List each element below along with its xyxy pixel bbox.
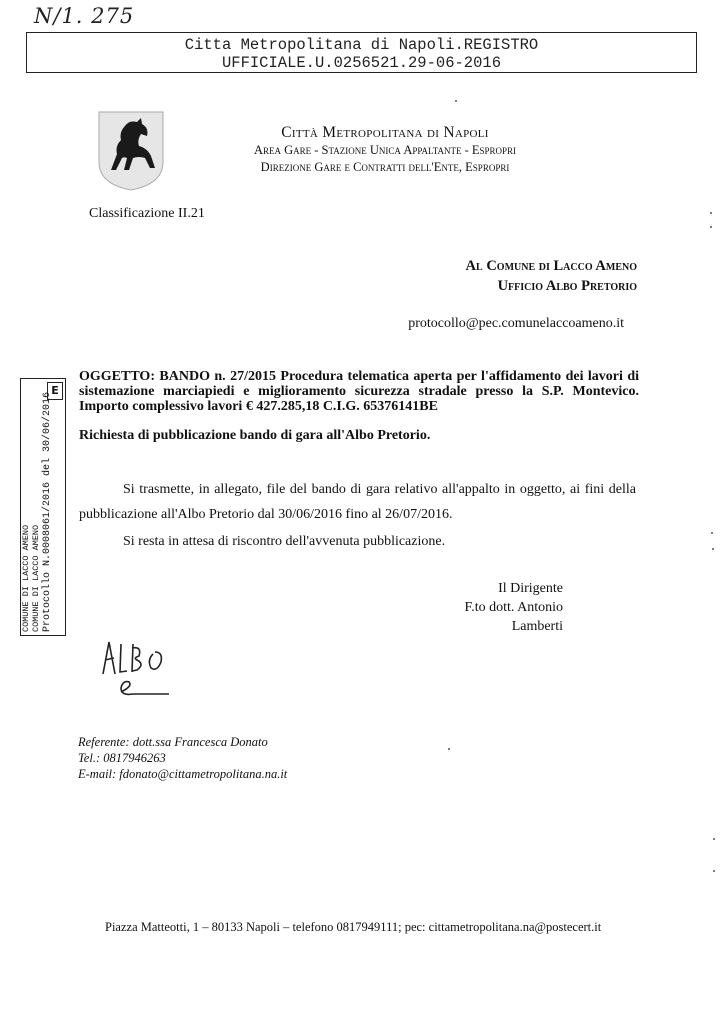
register-stamp-line1: Citta Metropolitana di Napoli.REGISTRO xyxy=(184,36,539,54)
scan-speck xyxy=(713,838,715,840)
recipient-line1: Al Comune di Lacco Ameno xyxy=(465,258,637,274)
scan-speck xyxy=(448,748,450,750)
side-stamp-line1: COMUNE DI LACCO AMENO xyxy=(21,524,31,632)
side-stamp-text xyxy=(21,382,65,632)
letterhead-line2: Direzione Gare e Contratti dell'Ente, Espropri xyxy=(260,160,510,174)
register-stamp-line2: UFFICIALE.U.0256521.29-06-2016 xyxy=(221,54,502,72)
horse-emblem-icon xyxy=(95,110,167,192)
body-paragraph-2: Si resta in attesa di riscontro dell'avvenuta pubblicazione. xyxy=(123,534,446,549)
referent-tel: Tel.: 0817946263 xyxy=(78,751,166,765)
referent-name: Referente: dott.ssa Francesca Donato xyxy=(78,735,268,749)
scan-speck xyxy=(710,212,712,214)
signature-name: F.to dott. Antonio Lamberti xyxy=(464,600,563,634)
request-title: Richiesta di pubblicazione bando di gara all'Albo Pretorio. xyxy=(79,428,431,443)
classification: Classificazione II.21 xyxy=(89,206,205,221)
letterhead xyxy=(200,124,570,176)
referent-email: E-mail: fdonato@cittametropolitana.na.it xyxy=(78,767,288,781)
body-paragraph-1: Si trasmette, in allegato, file del bando di gara relativo all'appalto in oggetto, ai fini della pubblicazione all'Albo Pretorio dal 30/06/2016 fino al 26/07/2016. xyxy=(79,482,636,522)
recipient-address xyxy=(380,256,637,296)
scan-speck xyxy=(712,548,714,550)
letterhead-line1: Area Gare - Stazione Unica Appaltante - Espropri xyxy=(253,143,517,157)
signature-role: Il Dirigente xyxy=(498,581,563,596)
register-stamp xyxy=(26,32,697,73)
scan-speck xyxy=(710,226,712,228)
protocol-side-stamp xyxy=(20,378,66,636)
handwritten-albo-note xyxy=(95,636,185,706)
scan-speck xyxy=(713,870,715,872)
scan-speck xyxy=(711,532,713,534)
side-stamp-line3: Protocollo N.0008061/2016 del 30/06/2016 xyxy=(42,391,53,632)
letterhead-title: Città Metropolitana di Napoli xyxy=(281,124,489,141)
side-stamp-line2: COMUNE DI LACCO AMENO xyxy=(31,524,41,632)
recipient-line2: Ufficio Albo Pretorio xyxy=(497,278,637,294)
handwritten-protocol-mark: N/1. 275 xyxy=(34,4,135,28)
referent-block xyxy=(78,734,287,782)
signature xyxy=(420,579,563,636)
subject: OGGETTO: BANDO n. 27/2015 Procedura telematica aperta per l'affidamento dei lavori di sistemazione marciapiedi e miglioramento sicurezza stradale presso la S.P. Montevico. Importo complessivo lavori € 427.285,18 C.I.G. 65376141BE xyxy=(79,369,639,414)
footer-address: Piazza Matteotti, 1 – 80133 Napoli – telefono 0817949111; pec: cittametropolitana.na@postecert.it xyxy=(105,920,602,934)
side-stamp-letter: E xyxy=(47,382,63,400)
scan-speck xyxy=(455,100,457,102)
recipient-pec: protocollo@pec.comunelaccoameno.it xyxy=(408,316,624,331)
